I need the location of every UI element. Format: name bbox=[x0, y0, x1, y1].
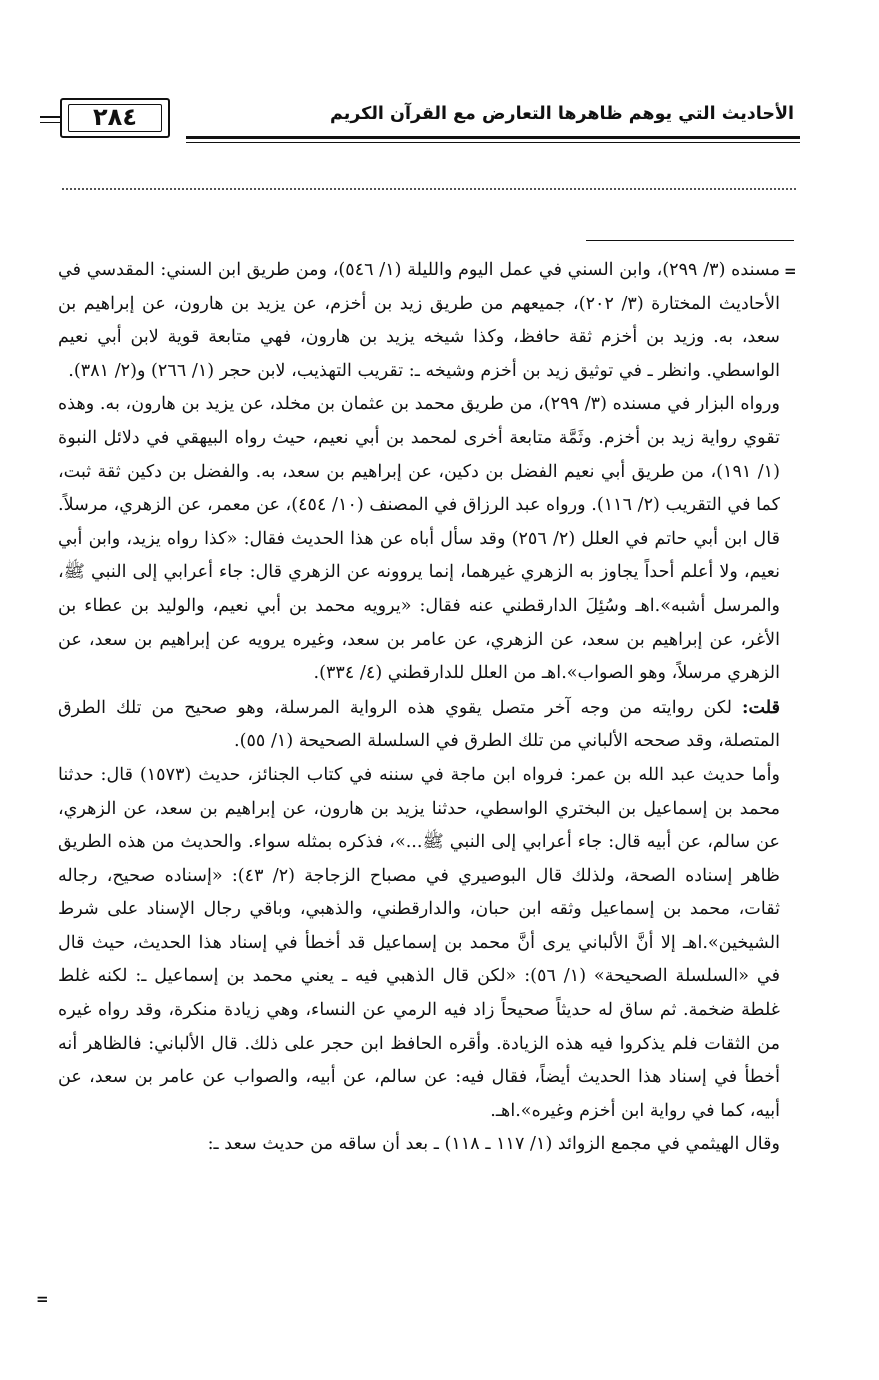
footnote-rule bbox=[586, 240, 794, 241]
continuation-mark-top: = bbox=[784, 262, 797, 280]
header-rule-left bbox=[40, 116, 60, 118]
qultu-text: لكن روايته من وجه آخر متصل يقوي هذه الرواية المرسلة، وهو صحيح من تلك الطرق المتصلة، وقد صححه الألباني من تلك الطرق في السلسلة الصحيحة (١/ ٥٥). bbox=[58, 697, 780, 752]
header-rule-thick bbox=[186, 136, 800, 139]
main-text-separator bbox=[62, 188, 796, 190]
header-rule-thin bbox=[186, 142, 800, 143]
page-number-frame bbox=[60, 98, 170, 138]
paragraph: وأما حديث عبد الله بن عمر: فرواه ابن ماجة في سننه في كتاب الجنائز، حديث (١٥٧٣) قال: حدثنا محمد بن إسماعيل بن البختري الواسطي، حدثنا يزيد بن هارون، عن إبراهيم بن سعد، عن الزهري، عن سالم، عن أبيه قال: جاء أعرابي إلى النبي ﷺ...»، فذكره بمثله سواء. والحديث من هذه الطريق ظاهر إسناده الصحة، ولذلك قال البوصيري في مصباح الزجاجة (٢/ ٤٣): «إسناده صحيح، رجاله ثقات، محمد بن إسماعيل وثقه ابن حبان، والدارقطني، والذهبي، وباقي رجال الإسناد على شرط الشيخين».اهـ إلا أنَّ الألباني يرى أنَّ محمد بن إسماعيل قد أخطأ في إسناد هذا الحديث، حيث قال في «السلسلة الصحيحة» (١/ ٥٦): «لكن قال الذهبي فيه ـ يعني محمد بن إسماعيل ـ: لكنه غلط غلطة ضخمة. ثم ساق له حديثاً صحيحاً زاد فيه الرمي عن النساء، وهي زيادة منكرة، وقد رواه غيره من الثقات فلم يذكروا فيه هذه الزيادة. وأقره الحافظ ابن حجر على ذلك. قال الألباني: فالظاهر أنه أخطأ في إسناد هذا الحديث أيضاً، فقال فيه: عن سالم، عن أبيه، والصواب عن عامر بن سعد، عن أبيه، كما في رواية ابن أخزم وغيره».اهـ. bbox=[58, 764, 780, 1121]
paragraph: ورواه البزار في مسنده (٣/ ٢٩٩)، من طريق محمد بن عثمان بن مخلد، عن يزيد بن هارون، به. وهذه تقوي رواية زيد بن أخزم. وثَمَّة متابعة أخرى لمحمد بن أبي نعيم، حيث رواه البيهقي في دلائل النبوة (١/ ١٩١)، من طريق أبي نعيم الفضل بن دكين، عن إبراهيم بن سعد، به. والفضل بن دكين ثقة ثبت، كما في التقريب (٢/ ١١٦). ورواه عبد الرزاق في المصنف (١٠/ ٤٥٤)، عن معمر، عن الزهري، مرسلاً. قال ابن أبي حاتم في العلل (٢/ ٢٥٦) وقد سأل أباه عن هذا الحديث فقال: «كذا رواه يزيد، وابن أبي نعيم، ولا أعلم أحداً يجاوز به الزهري غيرهما، إنما يروونه عن الزهري قال: جاء أعرابي إلى النبي ﷺ، والمرسل أشبه».اهـ وسُئِلَ الدارقطني عنه فقال: «يرويه محمد بن أبي نعيم، والوليد بن عطاء بن الأغر، عن إبراهيم بن سعد، عن الزهري، عن عامر بن سعد، وغيره يرويه عن إبراهيم بن سعد، عن الزهري مرسلاً، وهو الصواب».اهـ من العلل للدارقطني (٤/ ٣٣٤). bbox=[57, 394, 780, 684]
page-number: ٢٨٤ bbox=[93, 103, 137, 131]
header-rule-left-thin bbox=[40, 122, 60, 123]
paragraph: وقال الهيثمي في مجمع الزوائد (١/ ١١٧ ـ ١١٨) ـ بعد أن ساقه من حديث سعد ـ: bbox=[207, 1134, 780, 1155]
qultu-paragraph bbox=[58, 691, 780, 759]
continuation-mark-bottom: = bbox=[36, 1290, 49, 1308]
running-title: الأحاديث التي يوهم ظاهرها التعارض مع القرآن الكريم bbox=[329, 104, 794, 124]
paragraph: مسنده (٣/ ٢٩٩)، وابن السني في عمل اليوم والليلة (١/ ٥٤٦)، ومن طريق ابن السني: المقدسي في الأحاديث المختارة (٣/ ٢٠٢)، جميعهم من طريق زيد بن أخزم، عن يزيد بن هارون، عن إبراهيم بن سعد، به. وزيد بن أخزم ثقة حافظ، وكذا شيخه يزيد بن هارون، فهي متابعة قوية لابن أبي نعيم الواسطي. وانظر ـ في توثيق زيد بن أخزم وشيخه ـ: تقريب التهذيب، لابن حجر (١/ ٢٦٦) و(٢/ ٣٨١). bbox=[58, 260, 780, 381]
page-header bbox=[40, 94, 800, 146]
footnote-body bbox=[58, 254, 780, 1162]
qultu-lead: قلت: bbox=[741, 696, 780, 718]
